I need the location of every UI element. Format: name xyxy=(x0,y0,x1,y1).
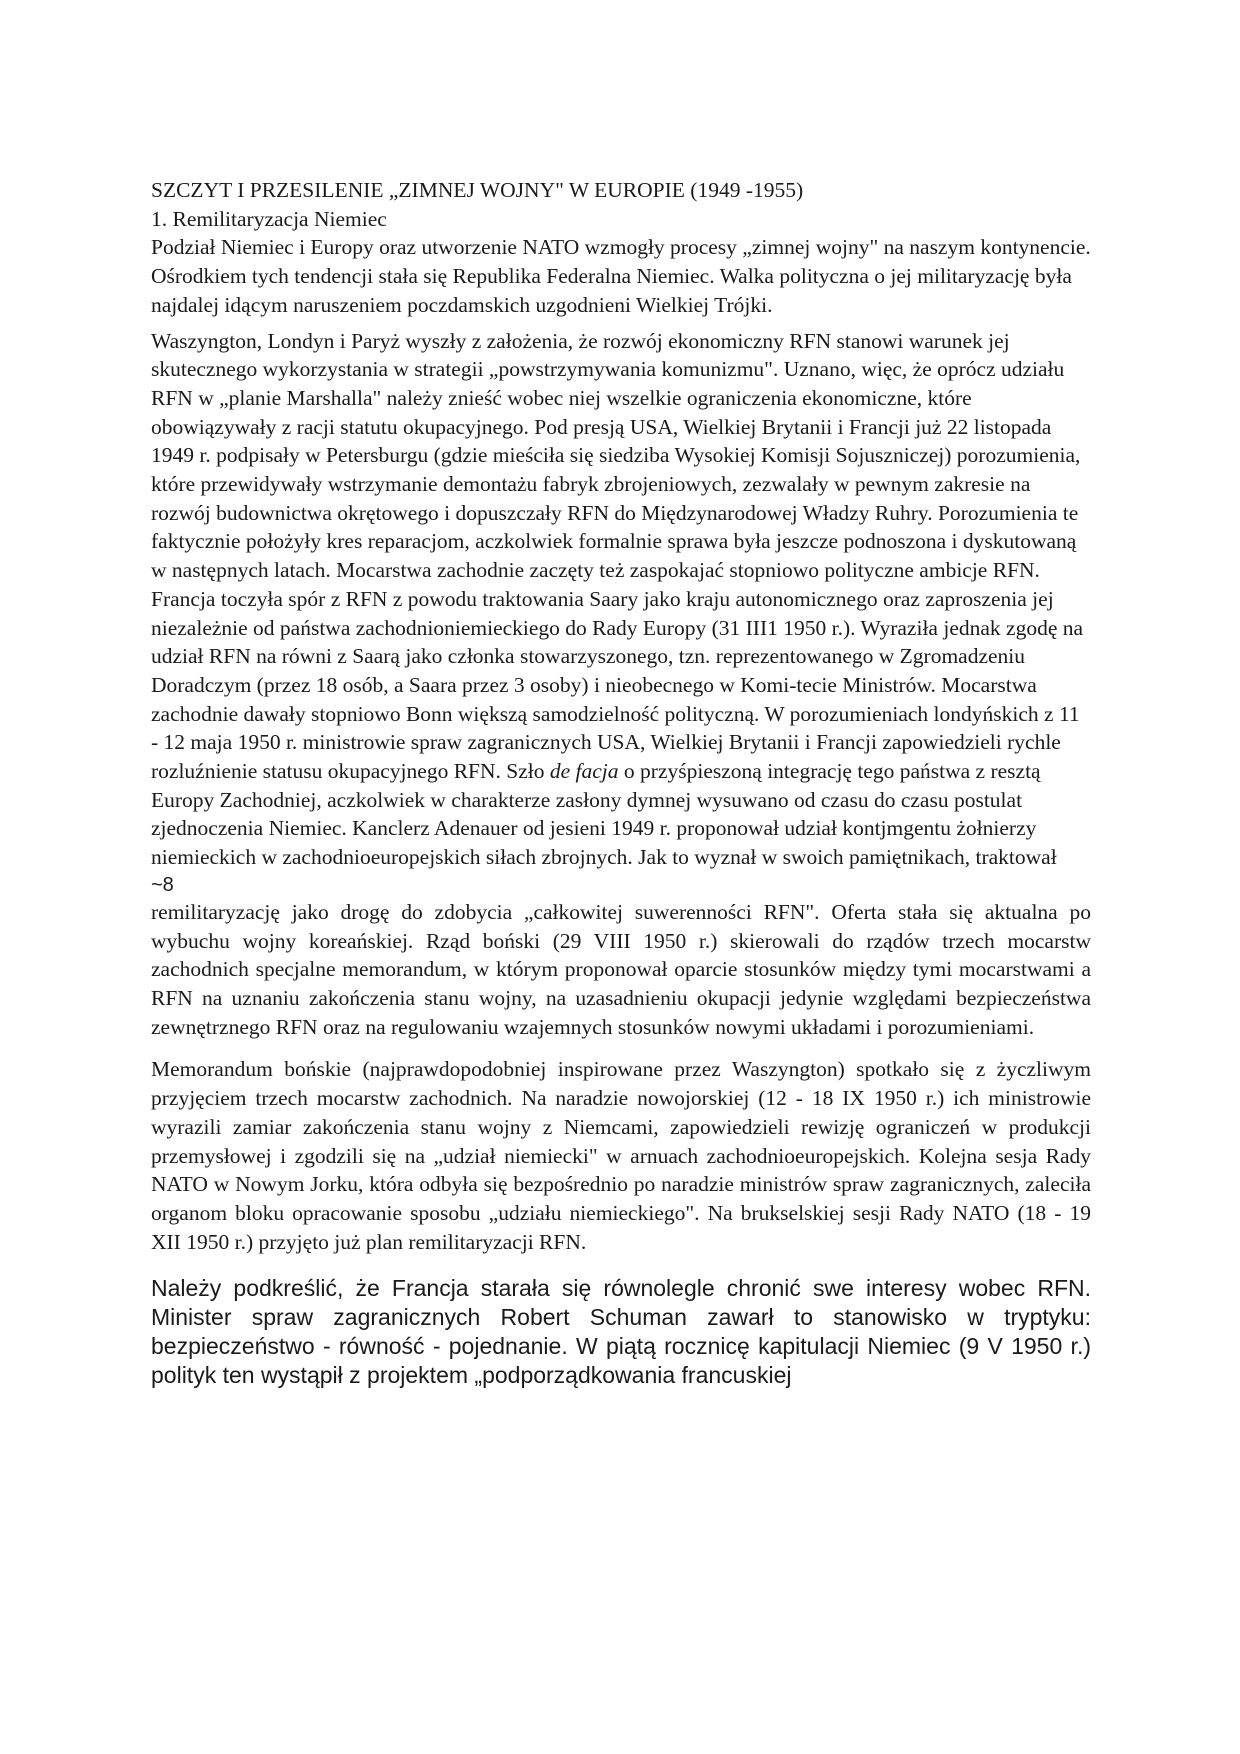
paragraph-2 xyxy=(151,327,1091,872)
section-heading: 1. Remilitaryzacja Niemiec xyxy=(151,206,387,231)
paragraph-4: Memorandum bońskie (najprawdopodobniej inspirowane przez Waszyngton) spotkało się z życzliwym przyjęciem trzech mocarstw zachodnich. Na naradzie nowojorskiej (12 - 18 IX 1950 r.) ich ministrowie wyrazili zamiar zakończenia stanu wojny z Niemcami, zapowiedzieli rewizję ograniczeń w produkcji przemysłowej i zgodzili się na „udział niemiecki" w arnuach zachodnioeuropejskich. Kolejna sesja Rady NATO w Nowym Jorku, która odbyła się bezpośrednio po naradzie ministrów spraw zagranicznych, zaleciła organom bloku opracowanie sposobu „udziału niemieckiego". Na brukselskiej sesji Rady NATO (18 - 19 XII 1950 r.) przyjęto już plan remilitaryzacji RFN. xyxy=(151,1057,1091,1254)
paragraph-1: Podział Niemiec i Europy oraz utworzenie NATO wzmogły procesy „zimnej wojny" na naszym kontynencie. Ośrodkiem tych tendencji stała się Republika Federalna Niemiec. Walka polityczna o jej militaryzację była najdalej idącym naruszeniem poczdamskich uzgodnieni Wielkiej Trójki. xyxy=(151,235,1091,317)
italic-phrase: de facja xyxy=(549,759,619,784)
paragraph-2-part-b: o przyśpieszoną integrację tego państwa z resztą Europy Zachodniej, aczkolwiek w charakterze zasłony dymnej wysuwano od czasu do czasu postulat zjednoczenia Niemiec. Kanclerz Adenauer od jesieni 1949 r. proponował udział kontjmgentu żołnierzy niemieckich w zachodnioeuropejskich siłach zbrojnych. Jak to wyznał w swoich pamiętnikach, traktował xyxy=(151,759,1057,870)
page-marker: ~8 xyxy=(151,873,174,896)
paragraph-3: remilitaryzację jako drogę do zdobycia „całkowitej suwerenności RFN". Oferta stała się aktualna po wybuchu wojny koreańskiej. Rząd boński (29 VIII 1950 r.) skierowali do rządów trzech mocarstw zachodnich specjalne memorandum, w którym proponował oparcie stosunków między tymi mocarstwami a RFN na uznaniu zakończenia stanu wojny, na uzasadnieniu okupacji jedynie względami bezpieczeństwa zewnętrznego RFN oraz na regulowaniu wzajemnych stosunków nowymi układami i porozumieniami. xyxy=(151,899,1091,1039)
document-title: SZCZYT I PRZESILENIE „ZIMNEJ WOJNY" W EUROPIE (1949 -1955) xyxy=(151,178,804,202)
paragraph-5: Należy podkreślić, że Francja starała się równolegle chronić swe interesy wobec RFN. Minister spraw zagranicznych Robert Schuman zawarł to stanowisko w tryptyku: bezpieczeństwo - równość - pojednanie. W piątą rocznicę kapitulacji Niemiec (9 V 1950 r.) polityk ten wystąpił z projektem „podporządkowania francuskiej xyxy=(151,1275,1091,1389)
document-page xyxy=(151,176,1091,1390)
paragraph-2-part-a: Waszyngton, Londyn i Paryż wyszły z założenia, że rozwój ekonomiczny RFN stanowi warunek jej skutecznego wykorzystania w strategii „powstrzymywania komunizmu". Uznano, więc, że oprócz udziału RFN w „planie Marshalla" należy znieść wobec niej wszelkie ograniczenia ekonomiczne, które obowiązywały z racji statutu okupacyjnego. Pod presją USA, Wielkiej Brytanii i Francji już 22 listopada 1949 r. podpisały w Petersburgu (gdzie mieściła się siedziba Wysokiej Komisji Sojuszniczej) porozumienia, które przewidywały wstrzymanie demontażu fabryk zbrojeniowych, zezwalały w pewnym zakresie na rozwój budownictwa okrętowego i dopuszczały RFN do Międzynarodowej Władzy Ruhry. Porozumienia te faktycznie położyły kres reparacjom, aczkolwiek formalnie sprawa była jeszcze podnoszona i dyskutowaną w następnych latach. Mocarstwa zachodnie zaczęty też zaspokajać stopniowo polityczne ambicje RFN. Francja toczyła spór z RFN z powodu traktowania Saary jako kraju autonomicznego oraz zaproszenia jej niezależnie od państwa zachodnioniemieckiego do Rady Europy (31 III1 1950 r.). Wyraziła jednak zgodę na udział RFN na równi z Saarą jako członka stowarzyszonego, tzn. reprezentowanego w Zgromadzeniu Doradczym (przez 18 osób, a Saara przez 3 osoby) i nieobecnego w Komi-tecie Ministrów. Mocarstwa zachodnie dawały stopniowo Bonn większą samodzielność polityczną. W porozumieniach londyńskich z 11 - 12 maja 1950 r. ministrowie spraw zagranicznych USA, Wielkiej Brytanii i Francji zapowiedzieli rychle rozluźnienie statusu okupacyjnego RFN. Szło xyxy=(151,328,1084,784)
